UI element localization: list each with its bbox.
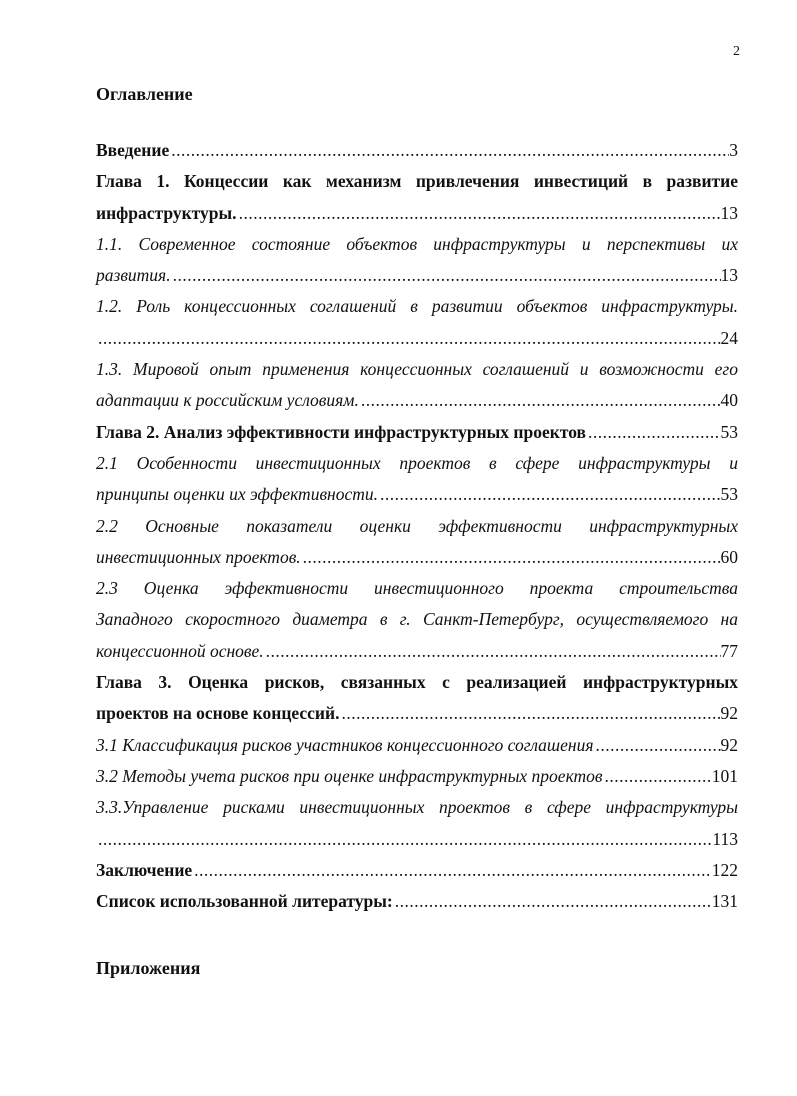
toc-entry-page: 122 — [711, 859, 738, 880]
toc-entry[interactable] — [96, 135, 738, 166]
toc-entry-page: 92 — [720, 703, 738, 724]
toc-entry-title: проектов на основе концессий. — [96, 703, 340, 724]
toc-entry-line: 2.2 Основные показатели оценки эффективности инфраструктурных — [96, 515, 738, 536]
toc-entry[interactable] — [96, 886, 738, 917]
toc-entry-line: 1.1. Современное состояние объектов инфраструктуры и перспективы их — [96, 233, 738, 254]
toc-entry-title: развития. — [96, 265, 171, 286]
toc-entry-title: инвестиционных проектов. — [96, 546, 301, 567]
toc-entry-page: 60 — [720, 546, 738, 567]
dot-leader — [301, 542, 721, 573]
toc-entry-page: 3 — [729, 140, 738, 160]
toc-entry-page: 131 — [711, 891, 738, 912]
toc-entry[interactable] — [96, 855, 738, 886]
toc-entry[interactable] — [96, 166, 738, 229]
toc-entry[interactable] — [96, 792, 738, 855]
toc-entry-page: 53 — [720, 421, 738, 442]
toc-entry-page: 40 — [720, 390, 738, 411]
toc-entry-line: Западного скоростного диаметра в г. Санкт-Петербург, осуществляемого на — [96, 609, 738, 630]
toc-entry-title: Введение — [96, 140, 170, 160]
toc-entry-title: адаптации к российским условиям. — [96, 390, 359, 411]
dot-leader — [96, 323, 721, 354]
page-number: 2 — [733, 44, 740, 59]
dot-leader — [359, 385, 721, 416]
toc-entry-page: 53 — [720, 484, 738, 505]
toc-entry[interactable] — [96, 511, 738, 574]
toc-entry-title: 3.2 Методы учета рисков при оценке инфраструктурных проектов — [96, 765, 603, 786]
dot-leader — [593, 730, 720, 761]
appendix-title: Приложения — [96, 958, 201, 978]
dot-leader — [339, 698, 720, 729]
toc-entry[interactable] — [96, 667, 738, 730]
toc-entry-line: 2.1 Особенности инвестиционных проектов в сфере инфраструктуры и — [96, 452, 738, 473]
toc-entry-title: 3.1 Классификация рисков участников концессионного соглашения — [96, 734, 594, 755]
toc-entry-line: Глава 1. Концессии как механизм привлечения инвестиций в развитие — [96, 171, 738, 192]
dot-leader — [603, 761, 712, 792]
toc-entry[interactable] — [96, 448, 738, 511]
toc-entry-page: 113 — [712, 828, 738, 849]
dot-leader — [378, 479, 721, 510]
dot-leader — [586, 417, 721, 448]
toc-title: Оглавление — [96, 84, 193, 104]
toc-entry-page: 13 — [720, 202, 738, 223]
dot-leader — [171, 260, 721, 291]
toc-entry[interactable] — [96, 761, 738, 792]
toc-entry-title: Список использованной литературы: — [96, 891, 393, 912]
toc-entry[interactable] — [96, 573, 738, 667]
toc-entry-title: Глава 2. Анализ эффективности инфраструктурных проектов — [96, 421, 586, 442]
dot-leader — [96, 824, 712, 855]
toc-entry[interactable] — [96, 354, 738, 417]
toc-entry-page: 77 — [720, 640, 738, 661]
dot-leader — [237, 198, 721, 229]
toc-entry[interactable] — [96, 417, 738, 448]
toc-entry[interactable] — [96, 229, 738, 292]
toc-entry-line: 2.3 Оценка эффективности инвестиционного проекта строительства — [96, 578, 738, 599]
toc-entry-line: 3.3.Управление рисками инвестиционных проектов в сфере инфраструктуры — [96, 797, 738, 818]
toc-entry-page: 24 — [720, 327, 738, 348]
dot-leader — [264, 636, 721, 667]
dot-leader — [192, 855, 712, 886]
toc-entry[interactable] — [96, 730, 738, 761]
toc-entry-title: концессионной основе. — [96, 640, 264, 661]
dot-leader — [169, 135, 729, 166]
toc-entry-line: 1.3. Мировой опыт применения концессионных соглашений и возможности его — [96, 359, 738, 380]
toc-entry-line: Глава 3. Оценка рисков, связанных с реализацией инфраструктурных — [96, 672, 738, 693]
toc-entry-line: 1.2. Роль концессионных соглашений в развитии объектов инфраструктуры. — [96, 296, 738, 317]
toc-entry-page: 101 — [711, 765, 738, 786]
toc-entry-page: 13 — [720, 265, 738, 286]
toc-entry-title: Заключение — [96, 859, 193, 880]
toc-entry[interactable] — [96, 291, 738, 354]
dot-leader — [393, 886, 712, 917]
toc-entry-title: принципы оценки их эффективности. — [96, 484, 378, 505]
table-of-contents — [96, 135, 738, 917]
toc-entry-title: инфраструктуры. — [96, 202, 237, 223]
toc-entry-page: 92 — [720, 734, 738, 755]
